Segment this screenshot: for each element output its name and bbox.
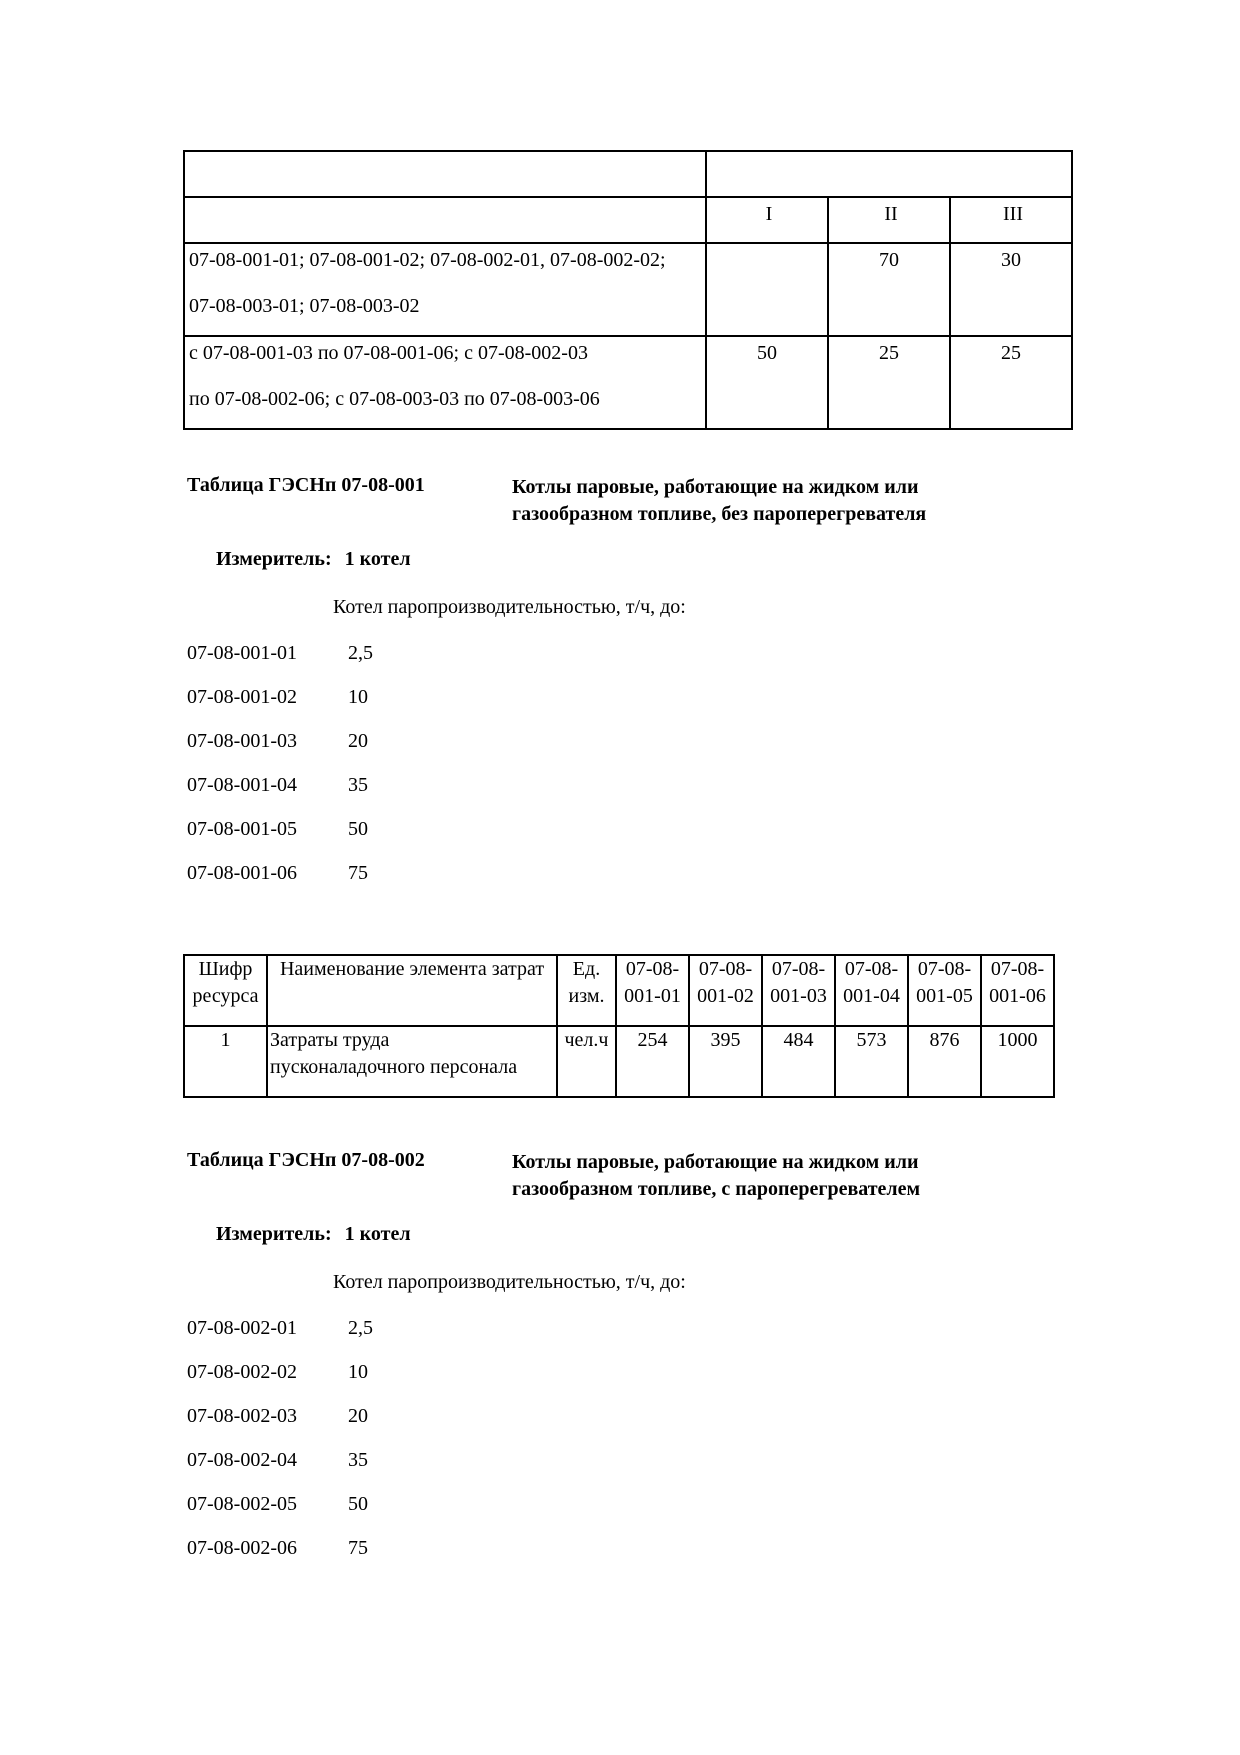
section1-subheading: Котел паропроизводительностью, т/ч, до:	[333, 596, 686, 618]
dist-head-right	[706, 151, 1072, 197]
measure-value: 1 котел	[344, 548, 411, 570]
list-item	[187, 1449, 368, 1472]
list-item	[187, 1537, 368, 1560]
dist-codes-line: с 07-08-001-03 по 07-08-001-06; с 07-08-002-03	[189, 342, 588, 364]
dist-value: 25	[950, 336, 1072, 429]
price-col-header-line: 001-04	[843, 985, 900, 1007]
price-col-header-line: 001-05	[916, 985, 973, 1007]
list-item	[187, 1361, 368, 1384]
col-unit-header-line: Ед.	[572, 958, 601, 980]
list-item	[187, 730, 368, 753]
list-item	[187, 1493, 368, 1516]
col-code-header-line: ресурса	[192, 985, 259, 1007]
item-value: 2,5	[348, 642, 373, 664]
price-col-header	[908, 955, 981, 1026]
dist-value: 70	[828, 243, 950, 336]
table-row	[184, 1026, 1054, 1097]
item-value: 75	[348, 862, 368, 884]
section1-title-line: газообразном топливе, без пароперегревателя	[512, 503, 927, 525]
item-code: 07-08-002-06	[187, 1537, 297, 1559]
dist-stage-header: III	[950, 197, 1072, 243]
item-value: 10	[348, 1361, 368, 1383]
item-code: 07-08-001-02	[187, 686, 297, 708]
distribution-table	[183, 150, 1073, 430]
price-col-header-line: 001-03	[770, 985, 827, 1007]
measure-value: 1 котел	[344, 1223, 411, 1245]
row-value: 395	[689, 1026, 762, 1097]
price-col-header	[689, 955, 762, 1026]
row-value: 876	[908, 1026, 981, 1097]
row-value: 254	[616, 1026, 689, 1097]
item-code: 07-08-001-01	[187, 642, 297, 664]
row-code: 1	[184, 1026, 267, 1097]
price-col-header-line: 07-08-	[990, 958, 1045, 980]
dist-row	[184, 336, 1072, 429]
item-code: 07-08-002-03	[187, 1405, 297, 1427]
price-col-header-line: 07-08-	[698, 958, 753, 980]
price-col-header-line: 07-08-	[917, 958, 972, 980]
measure-label: Измеритель:	[216, 548, 332, 570]
item-value: 35	[348, 1449, 368, 1471]
dist-codes-line: по 07-08-002-06; с 07-08-003-03 по 07-08-003-06	[189, 388, 600, 410]
row-unit: чел.ч	[557, 1026, 616, 1097]
item-value: 20	[348, 730, 368, 752]
dist-value	[706, 243, 828, 336]
price-col-header-line: 07-08-	[625, 958, 680, 980]
item-code: 07-08-002-02	[187, 1361, 297, 1383]
price-col-header-line: 07-08-	[844, 958, 899, 980]
list-item	[187, 862, 368, 885]
item-code: 07-08-001-03	[187, 730, 297, 752]
section2-title-line: газообразном топливе, с пароперегревателем	[512, 1178, 921, 1200]
dist-head-left	[184, 151, 706, 197]
dist-row-codes	[184, 243, 706, 336]
item-code: 07-08-001-04	[187, 774, 297, 796]
section2-table-label: Таблица ГЭСНп 07-08-002	[187, 1149, 425, 1171]
section2-subheading: Котел паропроизводительностью, т/ч, до:	[333, 1271, 686, 1293]
row-value: 1000	[981, 1026, 1054, 1097]
item-code: 07-08-002-04	[187, 1449, 297, 1471]
list-item	[187, 1405, 368, 1428]
col-name-header: Наименование элемента затрат	[267, 955, 557, 1026]
col-unit-header	[557, 955, 616, 1026]
section2-title-line: Котлы паровые, работающие на жидком или	[512, 1151, 919, 1173]
item-value: 35	[348, 774, 368, 796]
price-col-header-line: 001-06	[989, 985, 1046, 1007]
price-col-header	[762, 955, 835, 1026]
row-value: 484	[762, 1026, 835, 1097]
list-item	[187, 774, 368, 797]
item-code: 07-08-002-01	[187, 1317, 297, 1339]
price-col-header	[835, 955, 908, 1026]
price-col-header-line: 001-02	[697, 985, 754, 1007]
col-code-header-line: Шифр	[198, 958, 253, 980]
price-col-header-line: 001-01	[624, 985, 681, 1007]
list-item	[187, 818, 368, 841]
dist-codes-line: 07-08-003-01; 07-08-003-02	[189, 295, 420, 317]
dist-row	[184, 243, 1072, 336]
dist-value: 30	[950, 243, 1072, 336]
col-unit-header-line: изм.	[568, 985, 605, 1007]
row-value: 573	[835, 1026, 908, 1097]
item-value: 75	[348, 1537, 368, 1559]
item-code: 07-08-001-05	[187, 818, 297, 840]
item-value: 2,5	[348, 1317, 373, 1339]
section1-title-line: Котлы паровые, работающие на жидком или	[512, 476, 919, 498]
section1-table-label: Таблица ГЭСНп 07-08-001	[187, 474, 425, 496]
item-value: 50	[348, 1493, 368, 1515]
price-col-header	[616, 955, 689, 1026]
item-value: 10	[348, 686, 368, 708]
row-name-line: Затраты труда	[270, 1029, 390, 1051]
list-item	[187, 686, 368, 709]
list-item	[187, 642, 373, 665]
dist-value: 50	[706, 336, 828, 429]
dist-stage-header: I	[706, 197, 828, 243]
row-name	[267, 1026, 557, 1097]
section1-title	[512, 474, 926, 528]
row-name-line: пусконаладочного персонала	[270, 1056, 518, 1078]
dist-stage-header: II	[828, 197, 950, 243]
item-value: 50	[348, 818, 368, 840]
price-col-header-line: 07-08-	[771, 958, 826, 980]
measure-label: Измеритель:	[216, 1223, 332, 1245]
price-col-header	[981, 955, 1054, 1026]
dist-row-codes	[184, 336, 706, 429]
section2-title	[512, 1149, 920, 1203]
dist-stage-header-blank	[184, 197, 706, 243]
col-code-header	[184, 955, 267, 1026]
list-item	[187, 1317, 373, 1340]
item-value: 20	[348, 1405, 368, 1427]
section1-measure	[216, 548, 411, 571]
dist-codes-line: 07-08-001-01; 07-08-001-02; 07-08-002-01, 07-08-002-02;	[189, 249, 666, 271]
dist-value: 25	[828, 336, 950, 429]
item-code: 07-08-002-05	[187, 1493, 297, 1515]
item-code: 07-08-001-06	[187, 862, 297, 884]
resource-table	[183, 954, 1055, 1098]
section2-measure	[216, 1223, 411, 1246]
